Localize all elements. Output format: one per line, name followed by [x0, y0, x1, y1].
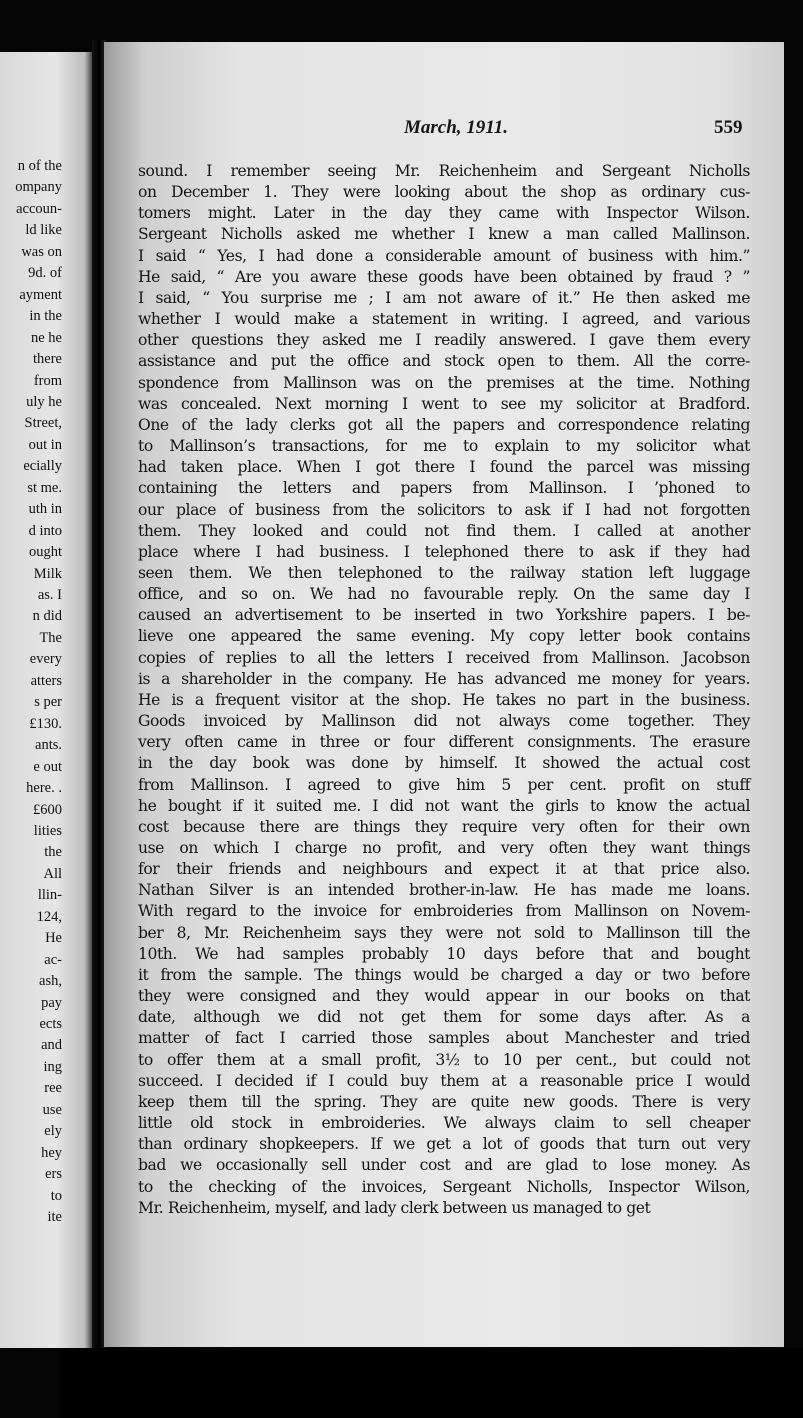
text-line: to Mallinson’s transactions, for me to explain to my solicitor what [138, 437, 750, 456]
text-line: it from the sample. The things would be charged a day or two before [138, 965, 750, 984]
left-page-text-fragment: from [33, 372, 62, 389]
text-line: With regard to the invoice for embroideries from Mallinson on Novem- [138, 902, 750, 921]
left-page-text-fragment: 9d. of [28, 265, 62, 282]
text-line: keep them till the spring. They are quite new goods. There is very [138, 1092, 750, 1111]
left-page-text-fragment: n did [32, 608, 62, 625]
body-text [138, 161, 750, 1219]
left-page-text-fragment: ree [44, 1080, 62, 1097]
text-line: for their friends and neighbours and expect it at that price also. [138, 860, 750, 879]
text-line: on December 1. They were looking about the shop as ordinary cus- [138, 183, 750, 202]
bottom-shadow [60, 1348, 803, 1418]
text-line: had taken place. When I got there I found the parcel was missing [138, 458, 750, 477]
left-page-text-fragment: atters [30, 672, 62, 689]
text-line: very often came in three or four different consignments. The erasure [138, 733, 750, 752]
text-line: I said, “ You surprise me ; I am not aware of it.” He then asked me [138, 288, 750, 307]
left-page-text-fragment: ants. [35, 737, 62, 754]
left-page-text-fragment: st me. [27, 479, 62, 496]
left-page-text-fragment: every [29, 651, 62, 668]
text-line: whether I would make a statement in writing. I agreed, and various [138, 310, 750, 329]
left-page-text-fragment: pay [41, 994, 62, 1011]
left-page-text-fragment: to [50, 1187, 62, 1204]
left-page-text-fragment: ayment [19, 286, 62, 303]
text-line: seen them. We then telephoned to the railway station left luggage [138, 563, 750, 582]
text-line: tomers might. Later in the day they came with Inspector Wilson. [138, 204, 750, 223]
text-line: our place of business from the solicitors to ask if I had not forgotten [138, 500, 750, 519]
text-line: he bought if it suited me. I did not want the girls to know the actual [138, 796, 750, 815]
text-line: place where I had business. I telephoned there to ask if they had [138, 542, 750, 561]
left-page-text-fragment: hey [41, 1144, 62, 1161]
text-line: office, and so on. We had no favourable reply. On the same day I [138, 585, 750, 604]
text-line: One of the lady clerks got all the papers and correspondence relating [138, 415, 750, 434]
text-line: other questions they asked me I readily answered. I gave them every [138, 331, 750, 350]
left-page-text-fragment: ash, [39, 973, 62, 990]
left-page-text-fragment: ne he [31, 329, 62, 346]
text-line: sound. I remember seeing Mr. Reichenheim and Sergeant Nicholls [138, 162, 750, 180]
text-line: He is a frequent visitor at the shop. He takes no part in the business. [138, 690, 750, 709]
left-page-text-fragment: lities [33, 822, 62, 839]
left-page-text-fragment: the [44, 844, 62, 861]
left-page-text-fragment: ought [28, 544, 62, 561]
text-line: they were consigned and they would appear in our books on that [138, 987, 750, 1006]
text-line: ber 8, Mr. Reichenheim says they were not sold to Mallinson till the [138, 923, 750, 942]
text-line: little old stock in embroideries. We always claim to sell cheaper [138, 1114, 750, 1133]
left-page-text-fragment: was on [21, 243, 62, 260]
left-page-text-fragment: out in [28, 436, 62, 453]
left-page-text-fragment: The [39, 629, 62, 646]
text-line: succeed. I decided if I could buy them at a reasonable price I would [138, 1071, 750, 1090]
left-page-text-fragment: All [43, 865, 62, 882]
left-page-text-fragment: use [42, 1101, 62, 1118]
text-line: matter of fact I carried those samples about Manchester and tried [138, 1029, 750, 1048]
text-line: cost because there are things they require very often for their own [138, 817, 750, 836]
left-page-text-fragment: ompany [15, 179, 62, 196]
text-line: Sergeant Nicholls asked me whether I knew a man called Mallinson. [138, 225, 750, 244]
left-page-text-fragment: £130. [29, 715, 62, 732]
left-page-text-fragment: in the [29, 308, 62, 325]
left-page-text-fragment: ld like [25, 222, 62, 239]
text-line: Mr. Reichenheim, myself, and lady clerk between us managed to get [138, 1198, 651, 1217]
text-line: lieve one appeared the same evening. My copy letter book contains [138, 627, 750, 646]
left-page-text-fragment: ite [47, 1209, 62, 1226]
text-line: 10th. We had samples probably 10 days before that and bought [138, 944, 750, 963]
left-page-text-fragment: uly he [26, 393, 62, 410]
text-line: in the day book was done by himself. It showed the actual cost [138, 754, 750, 773]
text-line: Goods invoiced by Mallinson did not always come together. They [138, 712, 750, 731]
left-page-text-fragment: llin- [37, 887, 62, 904]
left-page-text-fragment: ects [39, 1016, 62, 1032]
text-line: from Mallinson. I agreed to give him 5 per cent. profit on stuff [138, 775, 750, 794]
left-page-text-fragment: £600 [33, 801, 62, 818]
left-page-text-fragment: 124, [36, 908, 62, 925]
left-page-text-fragment: ing [43, 1058, 62, 1075]
text-line: Nathan Silver is an intended brother-in-law. He has made me loans. [138, 881, 750, 900]
left-facing-page [0, 52, 92, 1348]
left-page-text-fragment: there [33, 351, 62, 368]
text-line: use on which I charge no profit, and very often they want things [138, 839, 750, 857]
text-line: to offer them at a small profit, 3½ to 10 per cent., but could not [138, 1050, 750, 1069]
text-line: copies of replies to all the letters I received from Mallinson. Jacobson [138, 648, 750, 667]
text-line: to the checking of the invoices, Sergeant Nicholls, Inspector Wilson, [138, 1177, 750, 1196]
text-line: He said, “ Are you aware these goods have been obtained by fraud ? ” [138, 267, 750, 286]
text-line: I said “ Yes, I had done a considerable amount of business with him.” [138, 246, 750, 265]
left-page-text-fragment: e out [33, 758, 62, 775]
text-line: them. They looked and could not find them. I called at another [138, 521, 750, 540]
text-line: bad we occasionally sell under cost and are glad to lose money. As [138, 1156, 750, 1175]
text-line: is a shareholder in the company. He has advanced me money for years. [138, 669, 750, 688]
left-page-text-fragment: as. I [37, 587, 62, 603]
running-header-title: March, 1911. [404, 117, 508, 138]
text-line: containing the letters and papers from Mallinson. I ’phoned to [138, 479, 750, 498]
text-line: assistance and put the office and stock open to them. All the corre- [138, 352, 750, 371]
left-page-text-fragment: accoun- [16, 200, 62, 217]
left-page-text-fragment: ecially [23, 458, 62, 475]
left-page-text-fragment: Street, [24, 415, 62, 432]
left-page-text-fragment: ac- [44, 951, 62, 968]
text-line: caused an advertisement to be inserted in two Yorkshire papers. I be- [138, 606, 750, 625]
left-page-text-fragment: here. . [26, 780, 62, 797]
left-page-text-fragment: He [45, 930, 62, 947]
text-line: than ordinary shopkeepers. If we get a lot of goods that turn out very [138, 1135, 750, 1154]
left-page-text-fragment: and [41, 1037, 62, 1054]
text-line: spondence from Mallinson was on the premises at the time. Nothing [138, 373, 750, 392]
left-page-text-fragment: s per [34, 694, 62, 711]
text-line: was concealed. Next morning I went to see my solicitor at Bradford. [138, 394, 750, 413]
left-page-text-fragment: ely [44, 1123, 62, 1140]
left-page-text-fragment: uth in [28, 501, 62, 518]
page-number: 559 [714, 117, 743, 138]
left-page-text-fragment: ers [45, 1166, 62, 1183]
left-page-text-fragment: d into [28, 522, 62, 539]
text-line: date, although we did not get them for some days after. As a [138, 1008, 750, 1027]
left-page-text-fragment: Milk [33, 565, 62, 582]
left-page-text-fragment: n of the [17, 158, 62, 174]
